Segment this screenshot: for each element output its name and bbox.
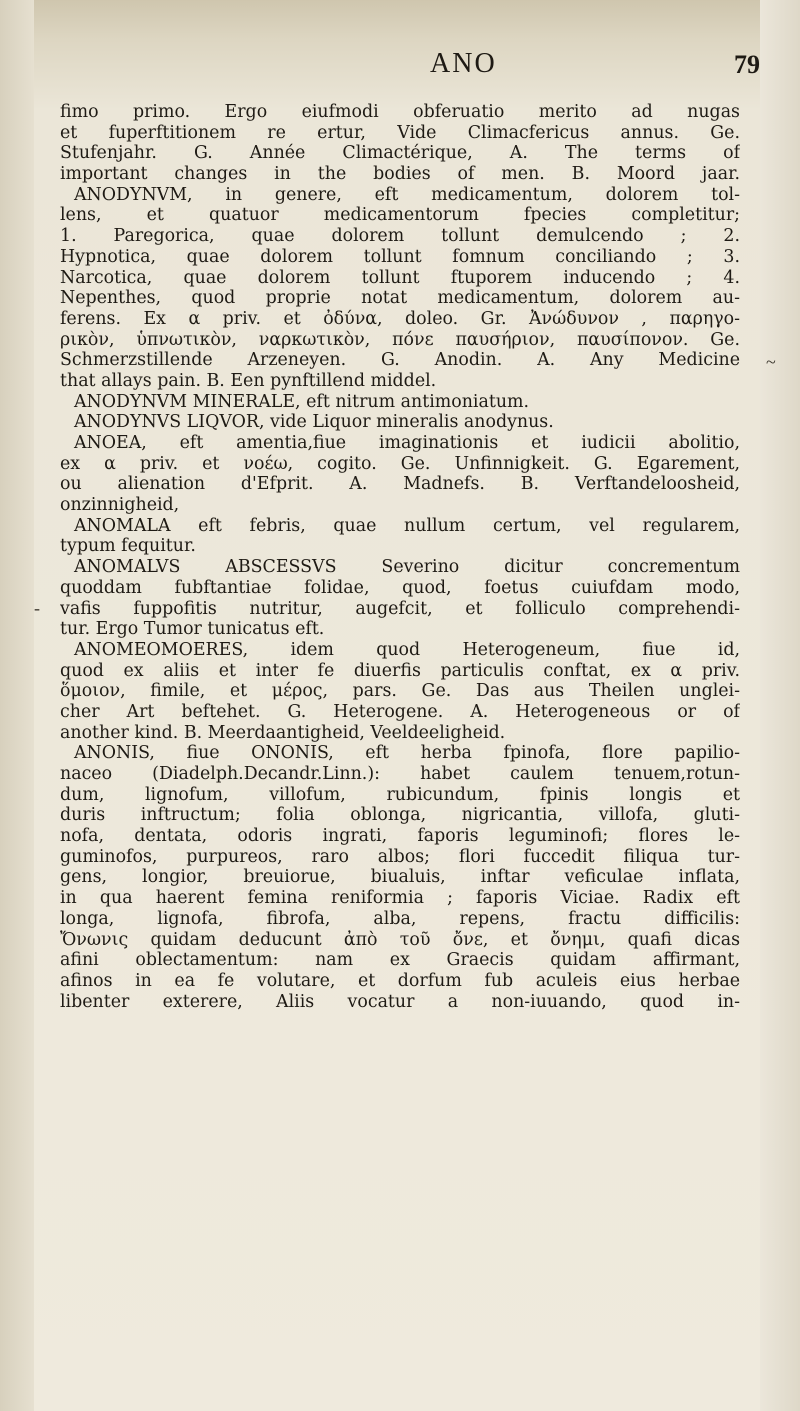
running-head [430,48,760,88]
text-line: another kind. B. Meerdaantigheid, Veeldeeligheid. [60,722,506,743]
text-line: important changes in the bodies of men. B. Moord jaar. [60,164,740,185]
text-line: nofa, dentata, odoris ingrati, faporis leguminofi; flores le- [60,826,740,847]
text-line: typum fequitur. [60,536,196,557]
page-right-edge [760,0,800,1411]
text-line: libenter exterere, Aliis vocatur a non-iuuando, quod in- [60,991,740,1012]
text-line: ex α priv. et νοέω, cogito. Ge. Unfinnigkeit. G. Egarement, [60,453,740,474]
text-line: ρικὸν, ὑπνωτικὸν, ναρκωτικὸν, πόνε παυσήριον, παυσίπονον. Ge. [60,329,740,350]
text-line: that allays pain. B. Een pynftillend middel. [60,370,437,391]
text-line: afinos in ea fe volutare, et dorfum fub aculeis eius herbae [60,970,740,991]
entry-anoea: ANOEA, eft amentia,fiue imaginationis et iudicii abolitio, [74,433,740,453]
text-line: quoddam fubftantiae folidae, quod, foetus cuiufdam modo, [60,577,740,598]
text-line: longa, lignofa, fibrofa, alba, repens, fractu difficilis: [60,908,740,929]
entry-anodynum-minerale: ANODYNVM MINERALE, eft nitrum antimoniatum. [74,391,530,412]
text-line: Schmerzstillende Arzeneyen. G. Anodin. A. Any Medicine [60,350,740,371]
entry-anonis: ANONIS, fiue ONONIS, eft herba fpinofa, flore papilio- [74,743,740,764]
text-line: cher Art beftehet. G. Heterogene. A. Heterogeneous or of [60,701,740,722]
text-line: guminofos, purpureos, raro albos; flori fuccedit filiqua tur- [60,846,740,867]
text-line: lens, et quatuor medicamentorum fpecies completitur; [60,205,740,226]
entry-anomalus-abscessus: ANOMALVS ABSCESSVS Severino dicitur concrementum [74,557,740,578]
body-text [60,102,740,1012]
text-line: fimo primo. Ergo eiufmodi obferuatio merito ad nugas [60,102,740,122]
text-line: Stufenjahr. G. Année Climactérique, A. The terms of [60,143,740,164]
text-line: dum, lignofum, villofum, rubicundum, fpinis longis et [60,784,740,805]
text-line: duris inftructum; folia oblonga, nigricantia, villofa, gluti- [60,805,740,826]
text-line: ὅμοιον, fimile, et μέρος, pars. Ge. Das aus Theilen unglei- [60,681,740,702]
text-line: in qua haerent femina reniformia ; faporis Viciae. Radix eft [60,888,740,909]
margin-mark-right: ~ [766,352,776,372]
text-line: 1. Paregorica, quae dolorem tollunt demulcendo ; 2. [60,226,740,247]
text-line: Ὄνωνις quidam deducunt ἀπὸ τοῦ ὄνε, et ὄνημι, quafi dicas [60,929,740,950]
text-line: quod ex aliis et inter fe diuerfis particulis conftat, ex α priv. [60,660,740,681]
page-left-edge [0,0,34,1411]
text-line: Nepenthes, quod proprie notat medicamentum, dolorem au- [60,288,740,309]
entry-anodynum: ANODYNVM, in genere, eft medicamentum, dolorem tol- [74,184,740,205]
text-line: ou alienation d'Efprit. A. Madnefs. B. Verftandeloosheid, [60,474,740,495]
text-line: naceo (Diadelph.Decandr.Linn.): habet caulem tenuem,rotun- [60,764,740,784]
entry-anomala: ANOMALA eft febris, quae nullum certum, vel regularem, [74,515,740,536]
entry-anodynus-liquor: ANODYNVS LIQVOR, vide Liquor mineralis anodynus. [74,412,554,433]
text-line: afini oblectamentum: nam ex Graecis quidam affirmant, [60,950,740,971]
text-line: tur. Ergo Tumor tunicatus eft. [60,619,325,640]
text-line: Narcotica, quae dolorem tollunt ftuporem inducendo ; 4. [60,267,740,288]
text-line: Hypnotica, quae dolorem tollunt fomnum conciliando ; 3. [60,246,740,267]
text-line: onzinnigheid, [60,495,180,516]
text-line: ferens. Ex α priv. et ὀδύνα, doleo. Gr. Ἀνώδυνον , παρηγο- [60,308,740,329]
text-line: vafis fuppofitis nutritur, augefcit, et folliculo comprehendi- [60,598,740,619]
margin-mark-left: - [34,598,40,618]
text-line: et fuperftitionem re ertur, Vide Climacfericus annus. Ge. [60,122,740,143]
page-number: 79 [734,50,760,79]
entry-anomeomoeres: ANOMEOMOERES, idem quod Heterogeneum, fiue id, [74,639,740,660]
text-line: gens, longior, breuiorue, biualuis, inftar veficulae inflata, [60,867,740,888]
running-title: ANO [430,48,497,79]
